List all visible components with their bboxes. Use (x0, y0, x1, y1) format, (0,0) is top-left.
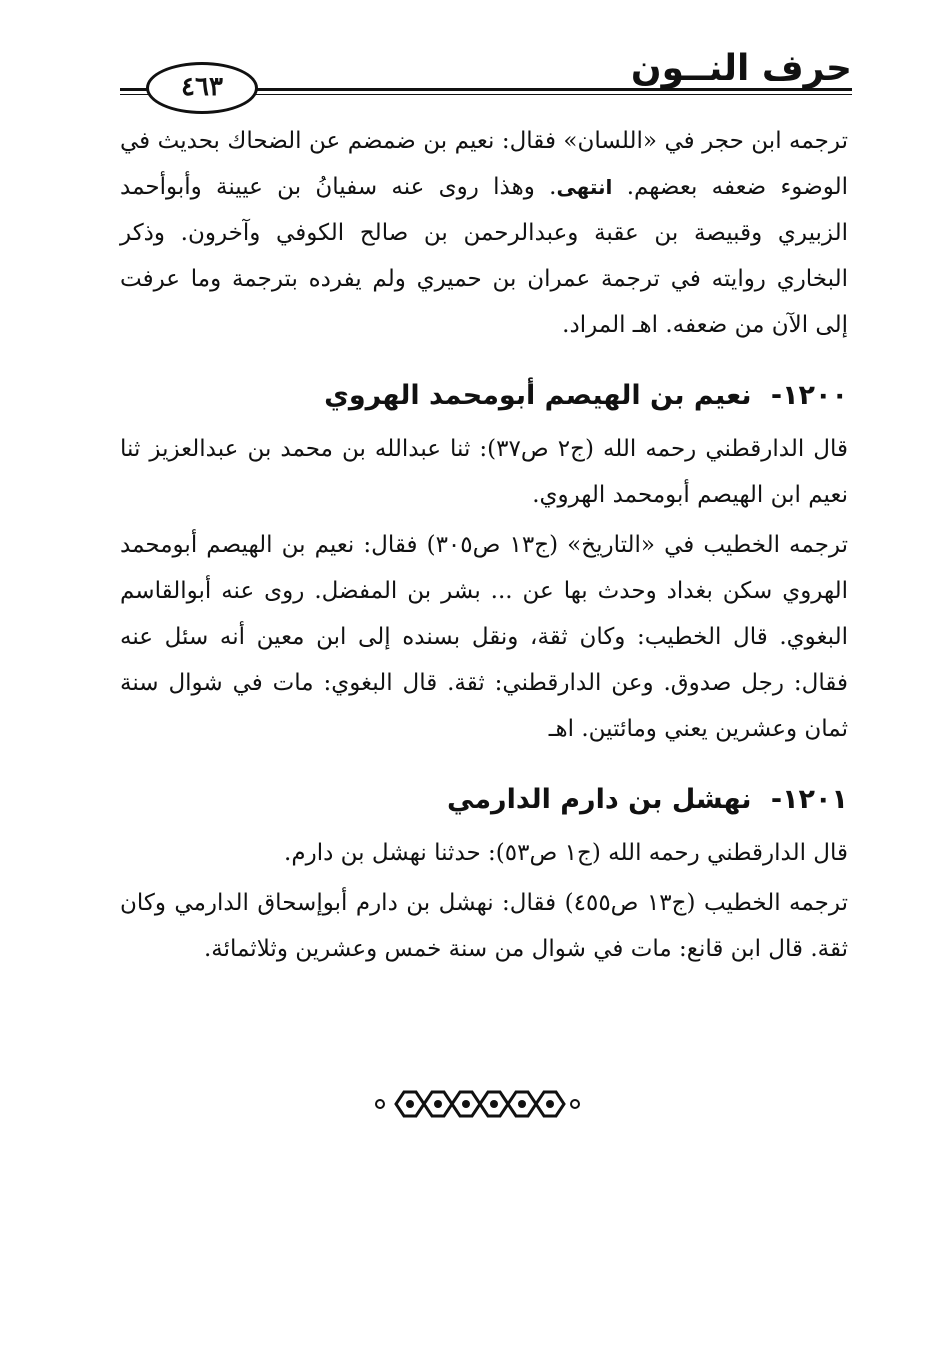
intro-keyword: انتهى (556, 175, 613, 199)
entry-paragraph: قال الدارقطني رحمه الله (ج١ ص٥٣): حدثنا نهشل بن دارم. (284, 840, 848, 866)
entry-heading (120, 772, 848, 828)
entry-heading (120, 368, 848, 424)
entry-number: ١٢٠٠- (770, 380, 848, 411)
entry-paragraph: ترجمه الخطيب في «التاريخ» (ج١٣ ص٣٠٥) فقال: نعيم بن الهيصم أبومحمد الهروي سكن بغداد وحدث بها عن ... بشر بن المفضل. روى عنه أبوالقاسم البغوي. قال الخطيب: وكان ثقة، ونقل بسنده إلى ابن معين أنه سئل عنه فقال: رجل صدوق. وعن الدارقطني: ثقة. قال البغوي: مات في شوال سنة ثمان وعشرين يعني ومائتين. اهـ (120, 532, 848, 742)
entry-name: نهشل بن دارم الدارمي (447, 784, 752, 815)
entry-number: ١٢٠١- (770, 784, 848, 815)
entry-name: نعيم بن الهيصم أبومحمد الهروي (324, 380, 752, 411)
page-content (120, 118, 848, 976)
intro-line-2-rest: . وهذا روى عنه سفيانُ بن عيينة وأبوأحمد الزبيري (120, 174, 848, 246)
decorative-divider-icon (374, 1084, 582, 1124)
intro-paragraph (120, 118, 848, 348)
intro-line-1: ترجمه ابن حجر في «اللسان» فقال: نعيم بن ضمضم عن الضحاك بحديث في (120, 128, 848, 154)
intro-line-3: وقبيصة بن عقبة وعبدالرحمن بن صالح الكوفي وآخرون. وذكر البخاري روايته في (120, 220, 848, 292)
intro-line-4: ترجمة عمران بن حميري ولم يفرده بترجمة وما عرفت إلى الآن من ضعفه. اهـ المراد. (120, 266, 848, 338)
page-header (120, 40, 852, 110)
entry-paragraph: ترجمه الخطيب (ج١٣ ص٤٥٥) فقال: نهشل بن دارم أبوإسحاق الدارمي وكان ثقة. قال ابن قانع: مات في شوال من سنة خمس وعشرين وثلاثمائة. (120, 890, 848, 962)
chapter-title: حرف النــون (630, 48, 852, 89)
entry-paragraph: قال الدارقطني رحمه الله (ج٢ ص٣٧): ثنا عبدالله بن محمد بن عبدالعزيز ثنا نعيم ابن الهيصم أبومحمد الهروي. (120, 436, 849, 508)
intro-line-2: الوضوء ضعفه بعضهم. (626, 174, 848, 200)
page-number: ٤٦٣ (146, 62, 258, 114)
